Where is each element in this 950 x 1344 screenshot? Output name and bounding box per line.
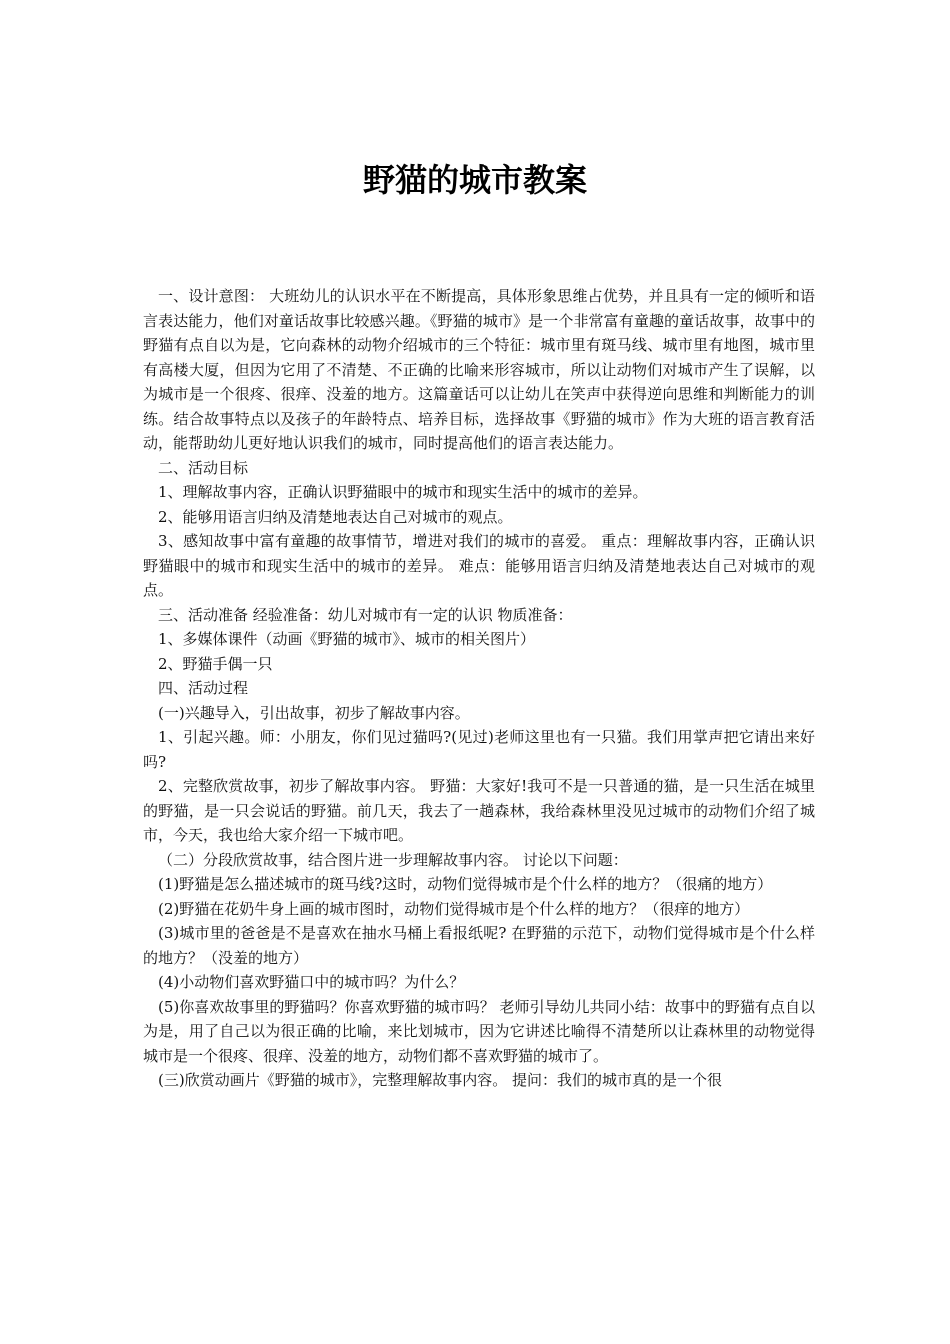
paragraph-step-3: (三)欣赏动画片《野猫的城市》，完整理解故事内容。 提问：我们的城市真的是一个很 [158,1071,722,1089]
paragraph-step-2: （二）分段欣赏故事，结合图片进一步理解故事内容。 讨论以下问题： [158,850,628,869]
paragraph-design-intent: 一、设计意图： 大班幼儿的认识水平在不断提高，具体形象思维占优势，并且具有一定的倾听和语言表达能力，他们对童话故事比较感兴趣。《野猫的城市》是一个非常富有童趣的童话故事，故事中的野猫有点自以为是，它向森林的动物介绍城市的三个特征：城市里有斑马线、城市里有地图，城市里有高楼大厦，但因为它用了不清楚、不正确的比喻来形容城市，所以让动物们对城市产生了误解，以为城市是一个很疼、很痒、没羞的地方。这篇童话可以让幼儿在笑声中获得逆向思维和判断能力的训练。结合故事特点以及孩子的年龄特点、培养目标，选择故事《野猫的城市》作为大班的语言教育活动，能帮助幼儿更好地认识我们的城市，同时提高他们的语言表达能力。 [143,287,815,452]
paragraph-goal-3: 3、感知故事中富有童趣的故事情节，增进对我们的城市的喜爱。 重点：理解故事内容，正确认识野猫眼中的城市和现实生活中的城市的差异。 难点：能够用语言归纳及清楚地表达自己对城市的观点。 [143,532,815,599]
paragraph-prep-1: 1、多媒体课件（动画《野猫的城市》、城市的相关图片） [158,630,536,648]
paragraph-question-1: (1)野猫是怎么描述城市的斑马线?这时，动物们觉得城市是个什么样的地方？（很痛的地方） [158,875,773,893]
paragraph-question-2: (2)野猫在花奶牛身上画的城市图时，动物们觉得城市是个什么样的地方？（很痒的地方） [158,899,750,918]
paragraph-question-5: (5)你喜欢故事里的野猫吗？你喜欢野猫的城市吗？ 老师引导幼儿共同小结：故事中的野猫有点自以为是，用了自己以为很正确的比喻，来比划城市，因为它讲述比喻得不清楚所以让森林里的动物觉得城市是一个很疼、很痒、没羞的地方，动物们都不喜欢野猫的城市了。 [143,997,815,1065]
paragraph-step-1-2: 2、完整欣赏故事，初步了解故事内容。 野猫：大家好!我可不是一只普通的猫，是一只生活在城里的野猫，是一只会说话的野猫。前几天，我去了一趟森林，我给森林里没见过城市的动物们介绍了城市，今天，我也给大家介绍一下城市吧。 [143,777,815,844]
paragraph-step-1-1: 1、引起兴趣。师：小朋友，你们见过猫吗?(见过)老师这里也有一只猫。我们用掌声把它请出来好吗? [143,728,815,771]
paragraph-prep-2: 2、野猫手偶一只 [158,654,273,673]
document-body [143,284,815,1093]
paragraph-goal-1: 1、理解故事内容，正确认识野猫眼中的城市和现实生活中的城市的差异。 [158,483,648,501]
paragraph-question-4: (4)小动物们喜欢野猫口中的城市吗？为什么？ [158,973,465,991]
paragraph-heading-goals: 二、活动目标 [158,458,249,477]
paragraph-goal-2: 2、能够用语言归纳及清楚地表达自己对城市的观点。 [158,507,513,526]
paragraph-heading-preparation: 三、活动准备 经验准备：幼儿对城市有一定的认识 物质准备： [158,605,573,624]
paragraph-question-3: (3)城市里的爸爸是不是喜欢在抽水马桶上看报纸呢? 在野猫的示范下，动物们觉得城市是个什么样的地方？（没羞的地方） [143,924,815,967]
document-title: 野猫的城市教案 [362,161,587,199]
paragraph-step-1: (一)兴趣导入，引出故事，初步了解故事内容。 [158,703,470,722]
paragraph-heading-process: 四、活动过程 [158,679,249,697]
